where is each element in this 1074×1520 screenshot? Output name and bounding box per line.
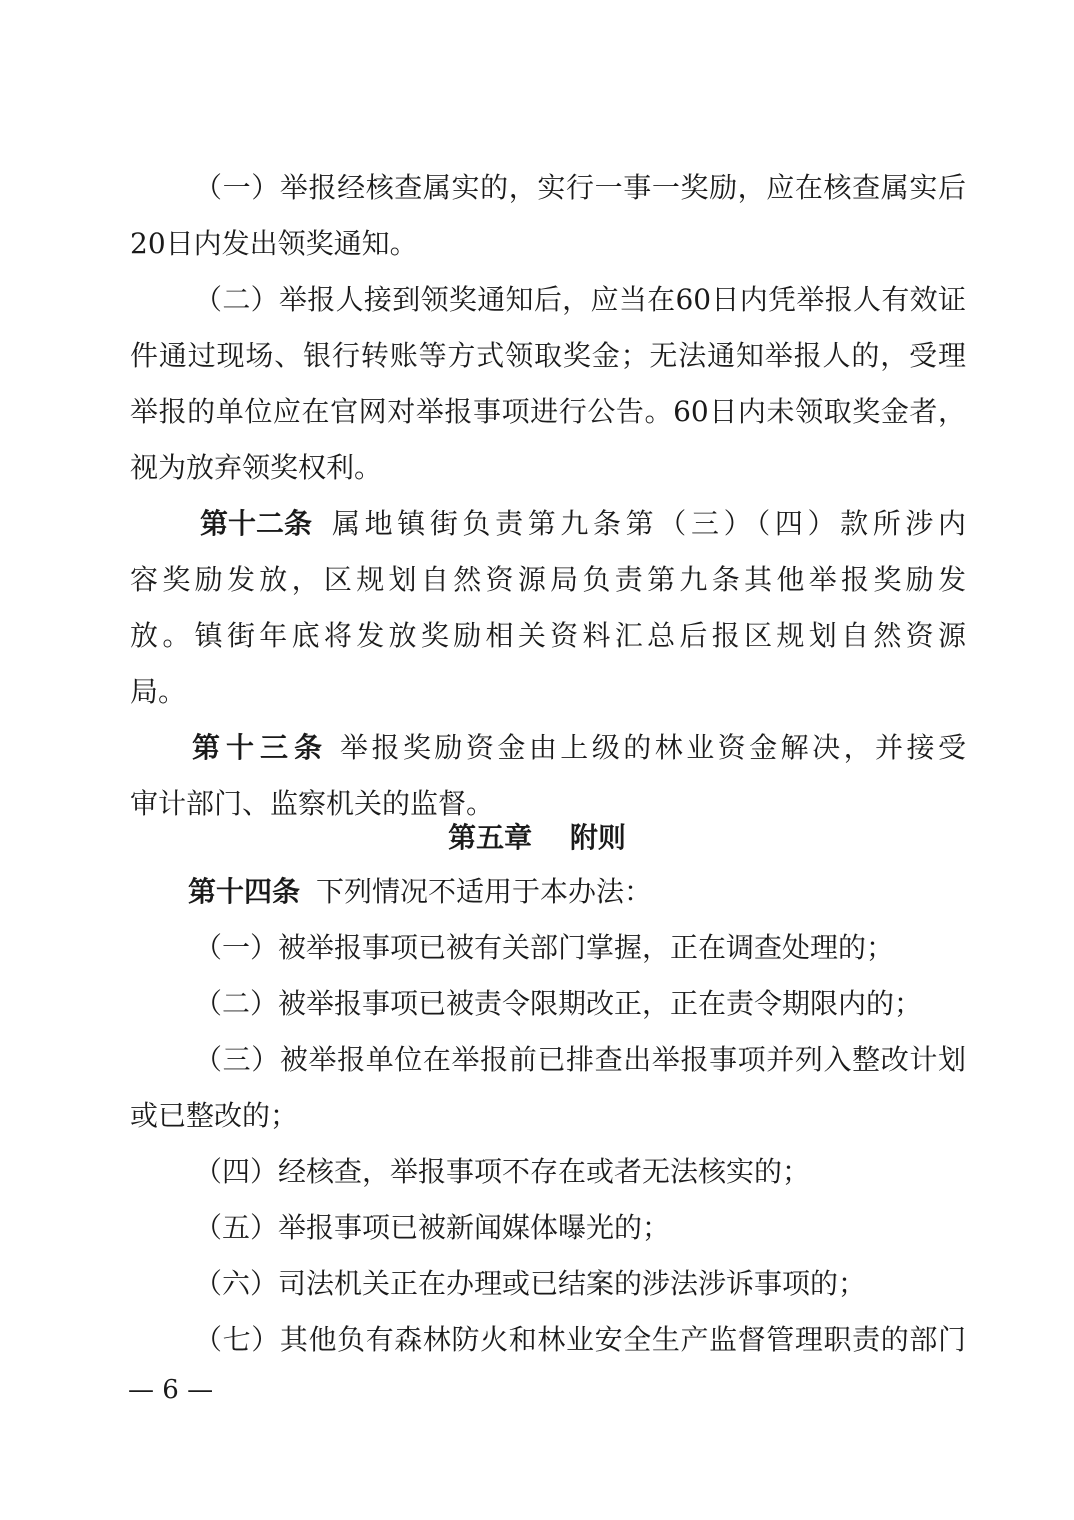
paragraph-line: 举报奖励资金由上级的林业资金解决，并接受 <box>340 731 966 764</box>
paragraph-line: 下列情况不适用于本办法： <box>316 875 653 908</box>
list-item: （五）举报事项已被新闻媒体曝光的； <box>194 1211 671 1244</box>
paragraph-line: 件通过现场、银行转账等方式领取奖金；无法通知举报人的，受理 <box>130 339 966 372</box>
paragraph-line: 局。 <box>130 675 187 708</box>
list-item: （七）其他负有森林防火和林业安全生产监督管理职责的部门 <box>194 1323 966 1356</box>
list-item: （三）被举报单位在举报前已排查出举报事项并列入整改计划 <box>194 1043 966 1076</box>
list-item: （四）经核查，举报事项不存在或者无法核实的； <box>194 1155 811 1188</box>
paragraph-line: 审计部门、监察机关的监督。 <box>130 787 495 820</box>
page-number: — 6 — <box>128 1375 214 1405</box>
list-item: （二）被举报事项已被责令限期改正，正在责令期限内的； <box>194 987 923 1020</box>
paragraph-line: 容奖励发放，区规划自然资源局负责第九条其他举报奖励发 <box>130 563 966 596</box>
paragraph-line: 20日内发出领奖通知。 <box>130 227 418 260</box>
paragraph-line: （二）举报人接到领奖通知后，应当在60日内凭举报人有效证 <box>194 283 966 316</box>
article-number: 第十二条 <box>200 507 313 540</box>
article-number: 第十三条 <box>192 731 322 764</box>
list-item: 或已整改的； <box>130 1099 299 1132</box>
chapter-heading: 第五章 附则 <box>448 821 626 854</box>
paragraph-line: 举报的单位应在官网对举报事项进行公告。60日内未领取奖金者， <box>130 395 966 428</box>
paragraph-line: 放。镇街年底将发放奖励相关资料汇总后报区规划自然资源 <box>130 619 966 652</box>
paragraph-line: 视为放弃领奖权利。 <box>130 451 383 484</box>
article-number: 第十四条 <box>188 875 301 908</box>
list-item: （一）被举报事项已被有关部门掌握，正在调查处理的； <box>194 931 895 964</box>
paragraph-line: 属地镇街负责第九条第（三）（四）款所涉内 <box>332 507 966 540</box>
paragraph-line: （一）举报经核查属实的，实行一事一奖励，应在核查属实后 <box>194 171 966 204</box>
list-item: （六）司法机关正在办理或已结案的涉法涉诉事项的； <box>194 1267 867 1300</box>
